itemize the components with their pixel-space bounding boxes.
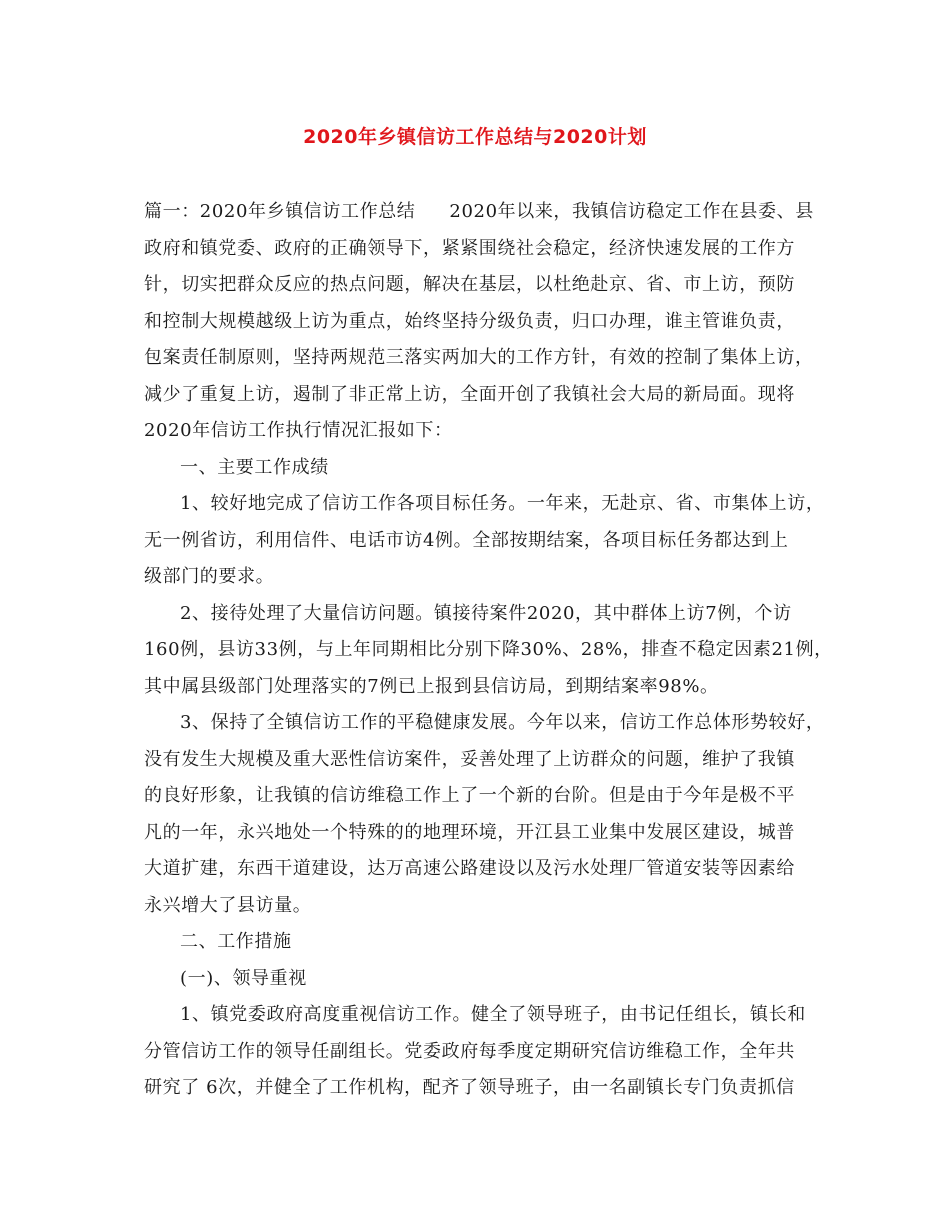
body-line-9: 1、较好地完成了信访工作各项目标任务。一年来，无赴京、省、市集体上访， xyxy=(180,493,825,514)
body-line-1 xyxy=(144,194,814,231)
body-line-13: 160例，县访33例，与上年同期相比分别下降30%、28%，排查不稳定因素21例， xyxy=(144,639,833,660)
body-line-3: 针，切实把群众反应的热点问题，解决在基层，以杜绝赴京、省、市上访，预防 xyxy=(144,274,795,295)
body-line-25: 研究了 6次，并健全了工作机构，配齐了领导班子，由一名副镇长专门负责抓信 xyxy=(144,1077,795,1098)
body-line-12: 2、接待处理了大量信访问题。镇接待案件2020，其中群体上访7例，个访 xyxy=(180,602,792,624)
section-heading: 一、主要工作成绩 xyxy=(180,456,329,478)
body-line-11: 级部门的要求。 xyxy=(144,566,275,587)
body-line-20: 永兴增大了县访量。 xyxy=(144,894,312,916)
section-heading-inline: 篇一：2020年乡镇信访工作总结 xyxy=(144,201,416,222)
body-line-24: 分管信访工作的领导任副组长。党委政府每季度定期研究信访维稳工作，全年共 xyxy=(144,1040,795,1062)
body-line-18: 凡的一年，永兴地处一个特殊的的地理环境，开江县工业集中发展区建设，城普 xyxy=(144,821,795,843)
body-line-19: 大道扩建，东西干道建设，达万高速公路建设以及污水处理厂管道安装等因素给 xyxy=(144,858,795,879)
body-line-4: 和控制大规模越级上访为重点，始终坚持分级负责，归口办理，谁主管谁负责， xyxy=(144,310,795,332)
body-line-10: 无一例省访，利用信件、电话市访4例。全部按期结案，各项目标任务都达到上 xyxy=(144,529,789,551)
section-heading: 二、工作措施 xyxy=(180,931,292,952)
body-line-7: 2020年信访工作执行情况汇报如下： xyxy=(144,420,453,441)
paragraph-text: 2020年以来，我镇信访稳定工作在县委、县 xyxy=(449,201,814,222)
body-line-23: 1、镇党委政府高度重视信访工作。健全了领导班子，由书记任组长，镇长和 xyxy=(180,1004,806,1025)
document-body xyxy=(144,194,833,1107)
body-line-14: 其中属县级部门处理落实的7例已上报到县信访局，到期结案率98%。 xyxy=(144,675,719,697)
body-line-6: 减少了重复上访，遏制了非正常上访，全面开创了我镇社会大局的新局面。现将 xyxy=(144,383,795,405)
subsection-heading: (一)、领导重视 xyxy=(180,967,307,989)
body-line-15: 3、保持了全镇信访工作的平稳健康发展。今年以来，信访工作总体形势较好， xyxy=(180,712,825,733)
body-line-16: 没有发生大规模及重大恶性信访案件，妥善处理了上访群众的问题，维护了我镇 xyxy=(144,748,795,770)
body-line-5: 包案责任制原则，坚持两规范三落实两加大的工作方针，有效的控制了集体上访， xyxy=(144,347,814,368)
document-title: 2020年乡镇信访工作总结与2020计划 xyxy=(303,126,647,148)
body-line-2: 政府和镇党委、政府的正确领导下，紧紧围绕社会稳定，经济快速发展的工作方 xyxy=(144,237,795,259)
body-line-17: 的良好形象，让我镇的信访维稳工作上了一个新的台阶。但是由于今年是极不平 xyxy=(144,785,795,806)
